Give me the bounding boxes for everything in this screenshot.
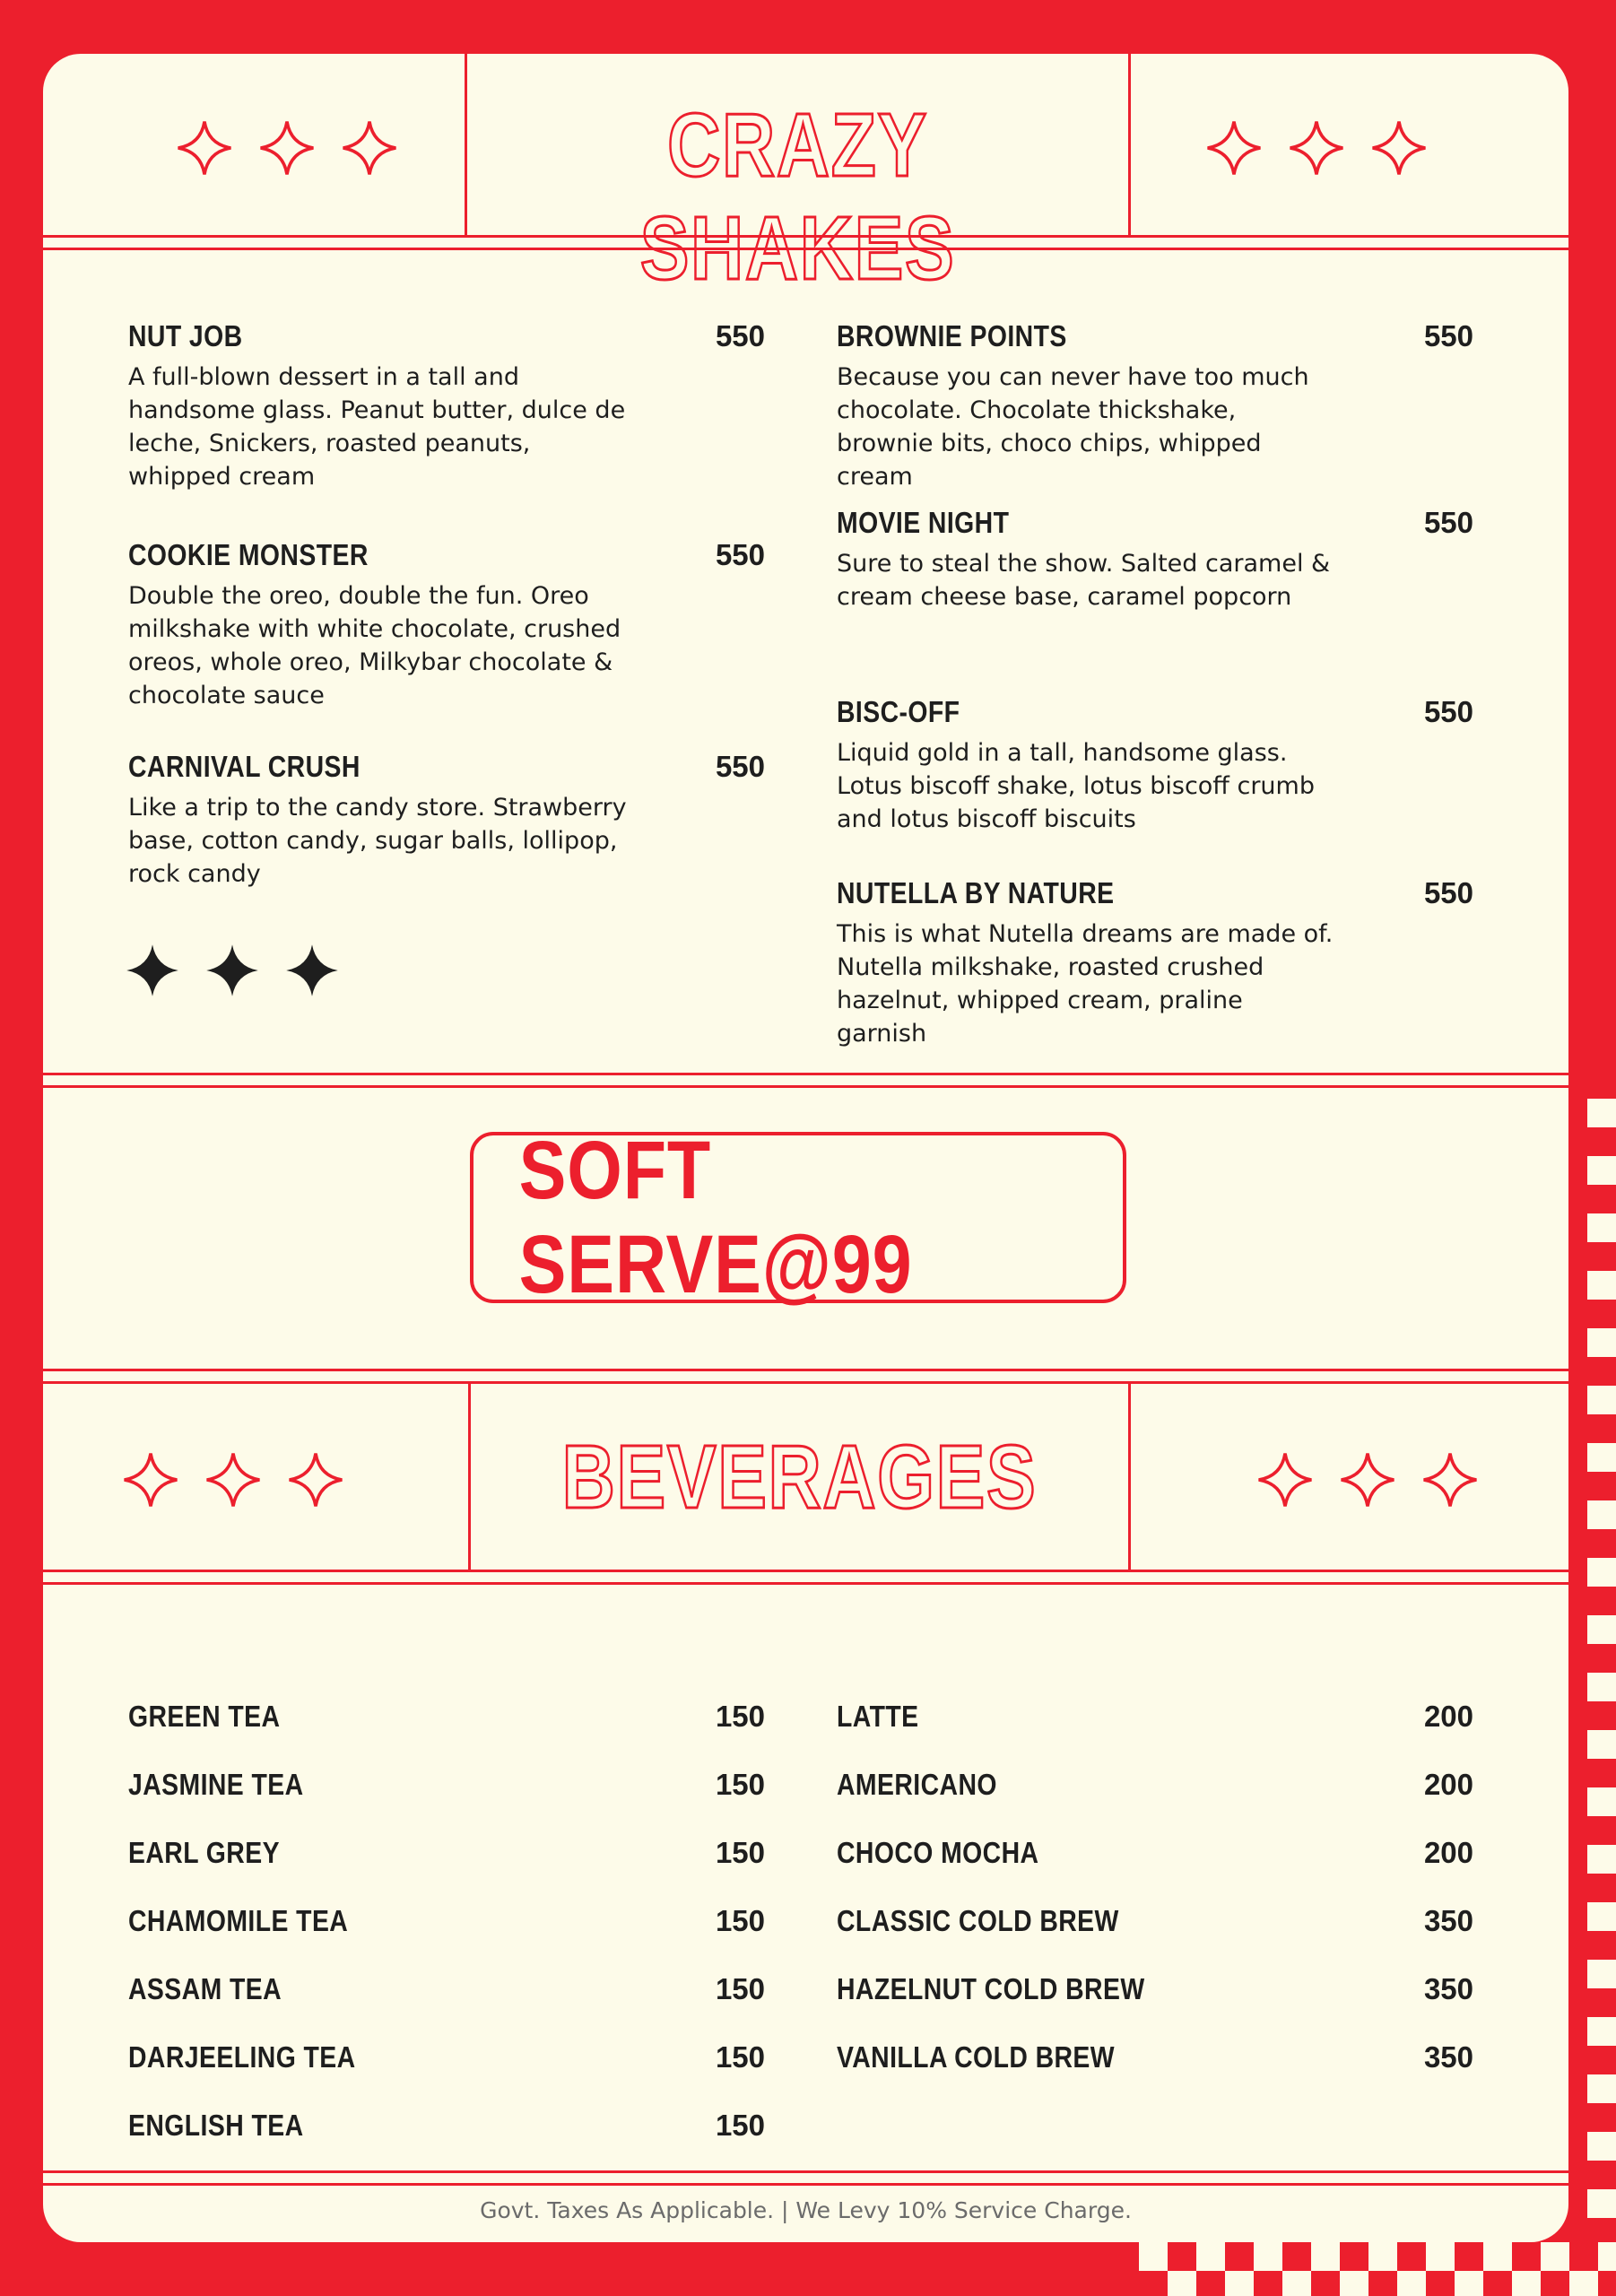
section-title-beverages: BEVERAGES [561,1427,1038,1527]
item-price: 550 [715,538,765,571]
menu-item [128,538,765,712]
item-name: NUT JOB [128,319,243,352]
item-name: JASMINE TEA [128,1768,304,1801]
item-name: GREEN TEA [128,1700,281,1733]
item-name: VANILLA COLD BREW [837,2040,1116,2074]
item-description: A full-blown dessert in a tall and handsome glass. Peanut butter, dulce de leche, Snickers, roasted peanuts, whipped cream [128,363,626,491]
item-name: COOKIE MONSTER [128,538,369,571]
menu-item [128,319,765,493]
sparkle-icon [202,1448,265,1511]
menu-item [128,1768,765,1802]
sparkle-icon [204,942,261,999]
sparkle-icon [1336,1448,1399,1511]
checker-pattern-bottom [1139,2242,1616,2296]
sparkle-icon [1203,117,1265,179]
sparkle-icon [119,1448,182,1511]
item-price: 550 [715,750,765,783]
item-price: 200 [1423,1700,1473,1733]
sparkle-stars-right [1254,1448,1481,1511]
item-price: 350 [1423,1904,1473,1937]
item-name: NUTELLA BY NATURE [837,876,1115,909]
menu-item [128,750,765,891]
item-price: 200 [1423,1836,1473,1869]
checker-pattern-right [1587,1099,1616,2296]
menu-item [128,2109,765,2143]
item-description: Because you can never have too much chocolate. Chocolate thickshake, brownie bits, choco chips, whipped cream [837,363,1309,491]
item-name: CLASSIC COLD BREW [837,1904,1119,1937]
item-price: 550 [1423,319,1473,352]
item-name: MOVIE NIGHT [837,506,1010,539]
divider [43,1085,1568,1088]
divider [465,54,467,235]
menu-item [128,2040,765,2074]
divider [468,1384,471,1570]
item-description: Double the oreo, double the fun. Oreo milkshake with white chocolate, crushed oreos, whole oreo, Milkybar chocolate & chocolate sauce [128,582,621,709]
footer-note: Govt. Taxes As Applicable. | We Levy 10% Service Charge. [480,2197,1132,2223]
divider [43,2170,1568,2173]
sparkle-icon [1368,117,1430,179]
item-name: DARJEELING TEA [128,2040,356,2074]
item-price: 550 [1423,695,1473,728]
menu-item [128,1904,765,1938]
sparkle-stars-left [119,1448,347,1511]
item-name: EARL GREY [128,1836,280,1869]
item-name: CARNIVAL CRUSH [128,750,361,783]
item-description: This is what Nutella dreams are made of. Nutella milkshake, roasted crushed hazelnut, whipped cream, praline garnish [837,920,1334,1048]
item-name: ENGLISH TEA [128,2109,304,2142]
sparkle-icon [338,117,401,179]
soft-serve-label: SOFT SERVE@99 [518,1124,913,1310]
item-price: 550 [715,319,765,352]
sparkle-stars-right [1203,117,1430,179]
item-price: 150 [715,1972,765,2005]
menu-item [837,506,1473,613]
sparkle-stars-dark [124,942,341,999]
menu-item [837,1836,1473,1870]
item-price: 350 [1423,1972,1473,2005]
item-name: AMERICANO [837,1768,997,1801]
item-price: 150 [715,1904,765,1937]
section-title-shakes: CRAZY SHAKES [639,95,956,299]
menu-item [837,876,1473,1050]
sparkle-stars-left [173,117,401,179]
divider [43,1369,1568,1371]
divider [43,1570,1568,1572]
menu-item [837,695,1473,836]
item-name: HAZELNUT COLD BREW [837,1972,1145,2005]
sparkle-icon [124,942,181,999]
divider [43,1073,1568,1075]
divider [1128,54,1131,235]
divider [43,2183,1568,2186]
menu-item [837,319,1473,493]
item-price: 150 [715,1768,765,1801]
menu-item [837,1700,1473,1734]
menu-item [128,1972,765,2006]
item-name: BISC-OFF [837,695,960,728]
menu-card [43,54,1568,2242]
item-name: CHAMOMILE TEA [128,1904,349,1937]
divider [1128,1384,1131,1570]
sparkle-icon [284,1448,347,1511]
item-price: 550 [1423,506,1473,539]
menu-item [837,1972,1473,2006]
item-price: 150 [715,2040,765,2074]
soft-serve-banner [470,1124,1126,1310]
item-price: 350 [1423,2040,1473,2074]
item-name: CHOCO MOCHA [837,1836,1039,1869]
sparkle-icon [173,117,236,179]
item-description: Like a trip to the candy store. Strawberry base, cotton candy, sugar balls, lollipop, rock candy [128,794,627,888]
item-name: LATTE [837,1700,919,1733]
item-description: Liquid gold in a tall, handsome glass. Lotus biscoff shake, lotus biscoff crumb and lotus biscoff biscuits [837,739,1315,833]
menu-item [128,1700,765,1734]
menu-item [128,1836,765,1870]
sparkle-icon [1419,1448,1481,1511]
item-price: 550 [1423,876,1473,909]
divider [43,1582,1568,1585]
item-price: 150 [715,1700,765,1733]
item-price: 200 [1423,1768,1473,1801]
item-price: 150 [715,2109,765,2142]
menu-item [837,1904,1473,1938]
item-name: ASSAM TEA [128,1972,282,2005]
item-description: Sure to steal the show. Salted caramel & cream cheese base, caramel popcorn [837,550,1331,611]
menu-item [837,1768,1473,1802]
item-name: BROWNIE POINTS [837,319,1067,352]
sparkle-icon [1254,1448,1316,1511]
sparkle-icon [1285,117,1348,179]
menu-item [837,2040,1473,2074]
sparkle-icon [256,117,318,179]
divider [43,1381,1568,1384]
item-price: 150 [715,1836,765,1869]
sparkle-icon [283,942,341,999]
